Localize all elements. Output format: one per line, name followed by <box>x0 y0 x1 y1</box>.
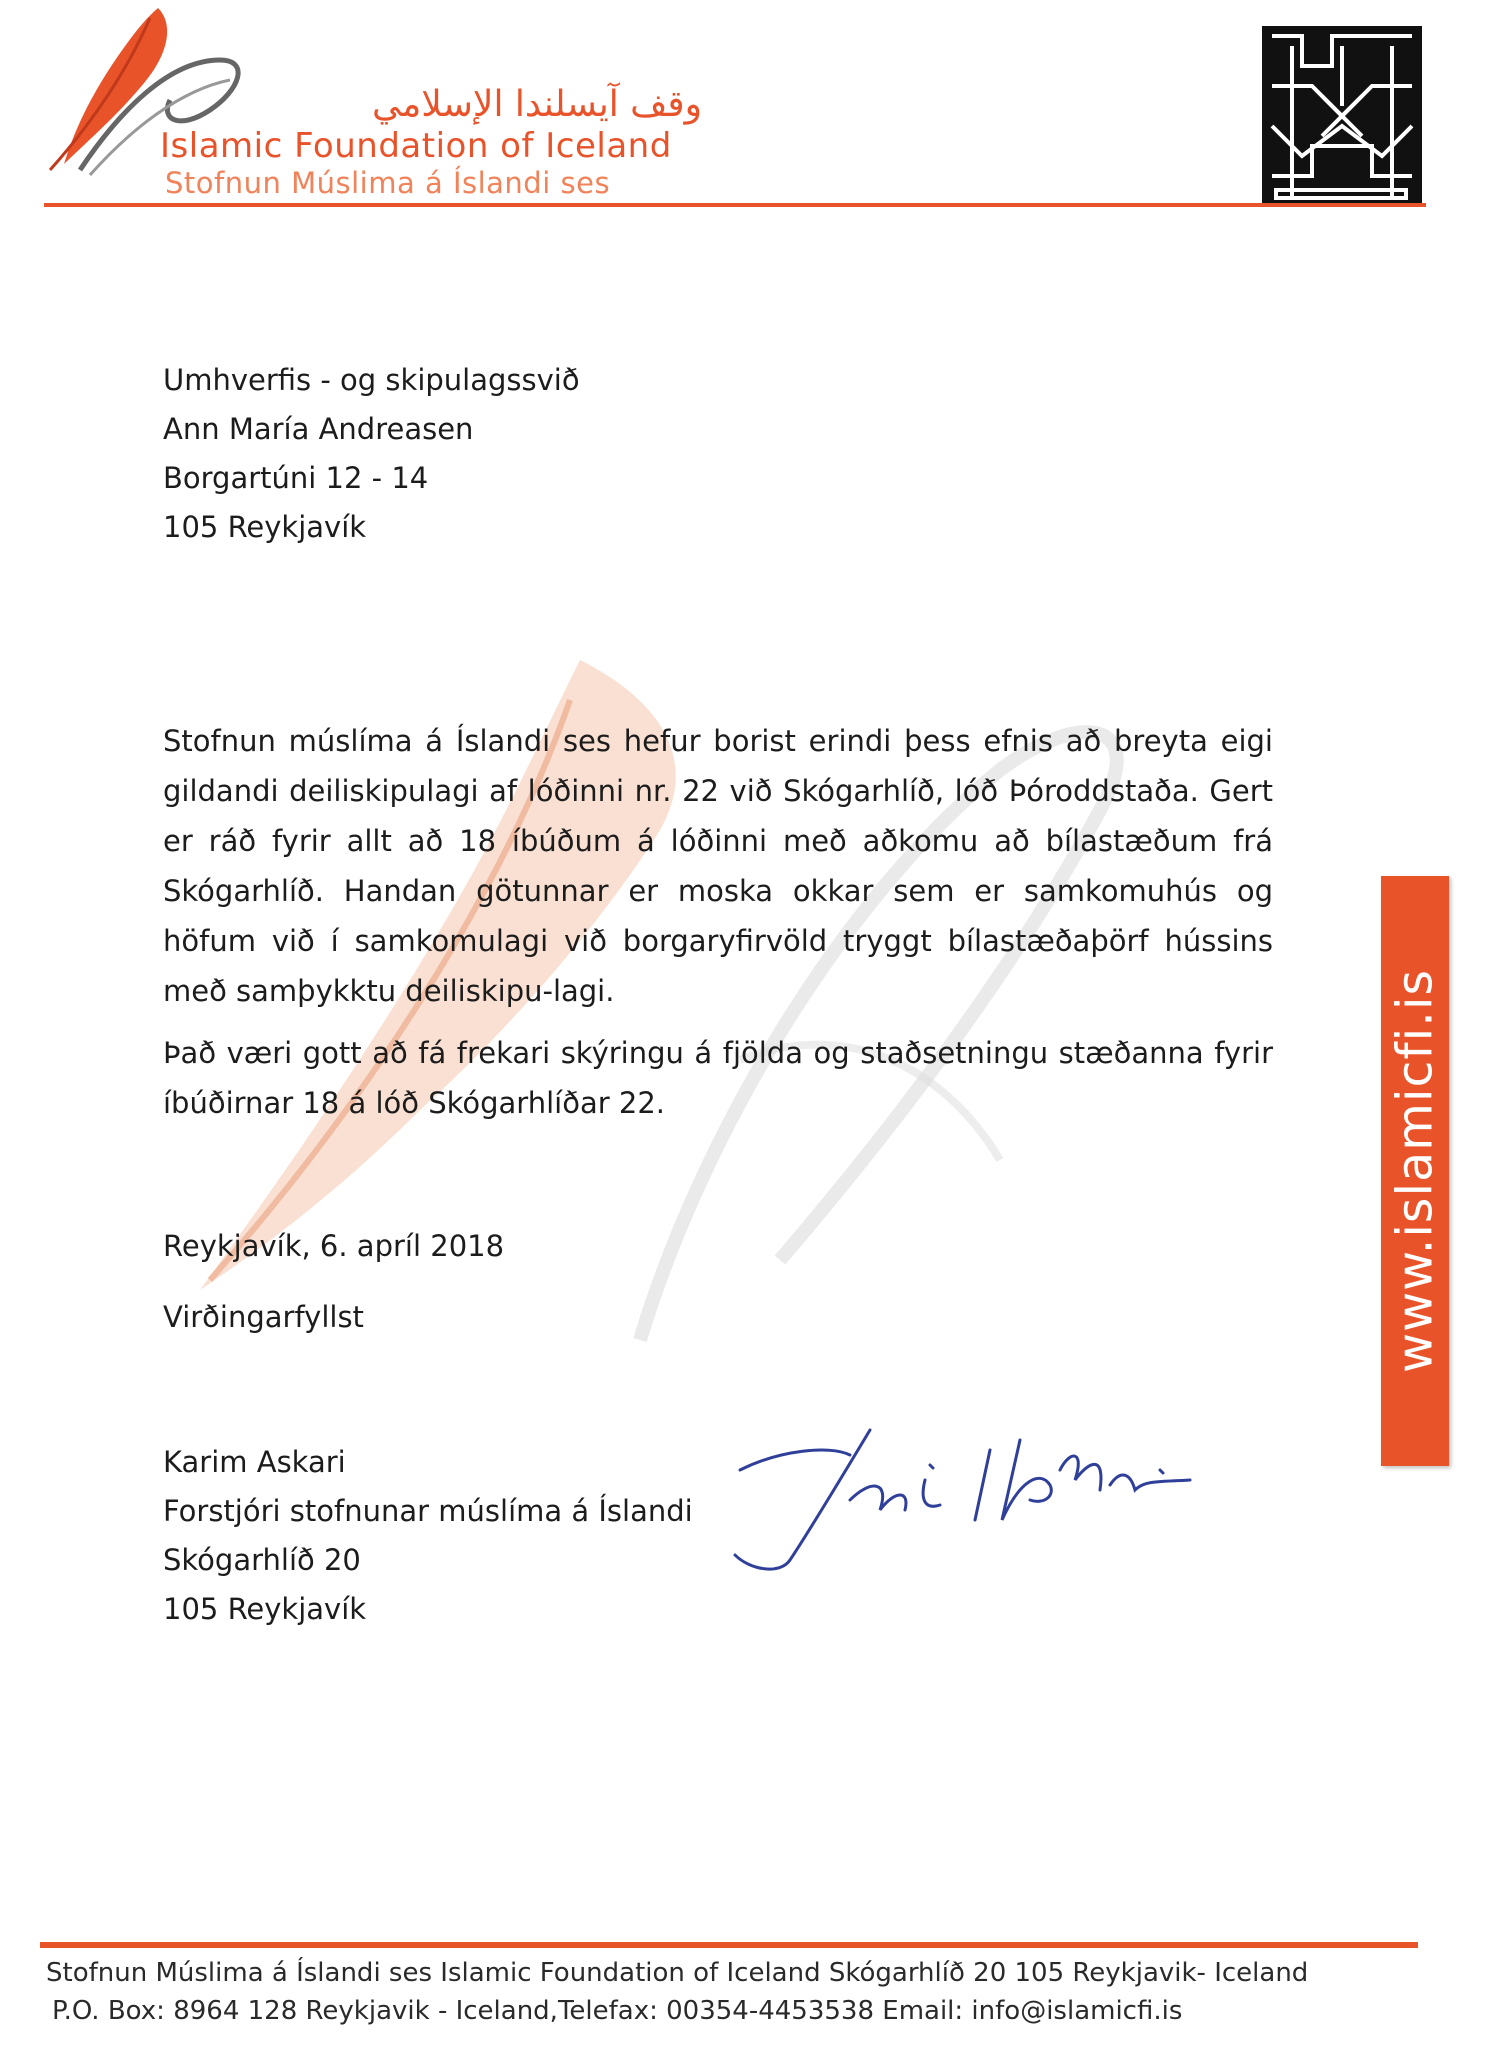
logo-icelandic-name: Stofnun Múslima á Íslandi ses <box>165 166 611 200</box>
recipient-city: 105 Reykjavík <box>163 510 367 544</box>
footer-contact-line: P.O. Box: 8964 128 Reykjavik - Iceland,Telefax: 00354-4453538 Email: info@islamicfi.is <box>52 1996 1183 2026</box>
place-date: Reykjavík, 6. apríl 2018 <box>163 1229 505 1263</box>
body-paragraph-1: Stofnun múslíma á Íslandi ses hefur borist erindi þess efnis að breyta eigi gildandi deiliskipulagi af lóðinni nr. 22 við Skógarhlíð, lóð Þóroddstaða. Gert er ráð fyrir allt að 18 íbúðum á lóðinni með aðkomu að bílastæðum frá Skógarhlíð. Handan götunnar er moska okkar sem er samkomuhús og höfum við í samkomulagi við borgaryfirvöld tryggt bílastæðaþörf hússins með samþykktu deiliskipu-lagi. <box>163 724 1273 1008</box>
sender-city: 105 Reykjavík <box>163 1592 367 1626</box>
footer-address-line: Stofnun Múslima á Íslandi ses Islamic Foundation of Iceland Skógarhlíð 20 105 Reykjavik- Iceland <box>46 1958 1309 1988</box>
sender-name: Karim Askari <box>163 1445 346 1479</box>
website-url[interactable]: www.islamicfi.is <box>1386 969 1444 1373</box>
logo-english-name: Islamic Foundation of Iceland <box>160 126 672 166</box>
sender-title: Forstjóri stofnunar múslíma á Íslandi <box>163 1494 693 1528</box>
salutation: Virðingarfyllst <box>163 1300 364 1334</box>
header-divider <box>44 203 1426 207</box>
website-side-banner <box>1381 876 1449 1466</box>
recipient-department: Umhverfis - og skipulagssvið <box>163 363 580 397</box>
body-paragraph-2: Það væri gott að fá frekari skýringu á fjölda og staðsetningu stæðanna fyrir íbúðirnar 18 á lóð Skógarhlíðar 22. <box>163 1036 1273 1120</box>
geometric-pattern-icon <box>1262 26 1422 204</box>
footer-divider <box>40 1942 1418 1948</box>
recipient-street: Borgartúni 12 - 14 <box>163 461 429 495</box>
logo-arabic-name: وقف آيسلندا الإسلامي <box>372 84 703 125</box>
signature-icon <box>720 1410 1220 1580</box>
recipient-name: Ann María Andreasen <box>163 412 474 446</box>
sender-street: Skógarhlíð 20 <box>163 1543 361 1577</box>
